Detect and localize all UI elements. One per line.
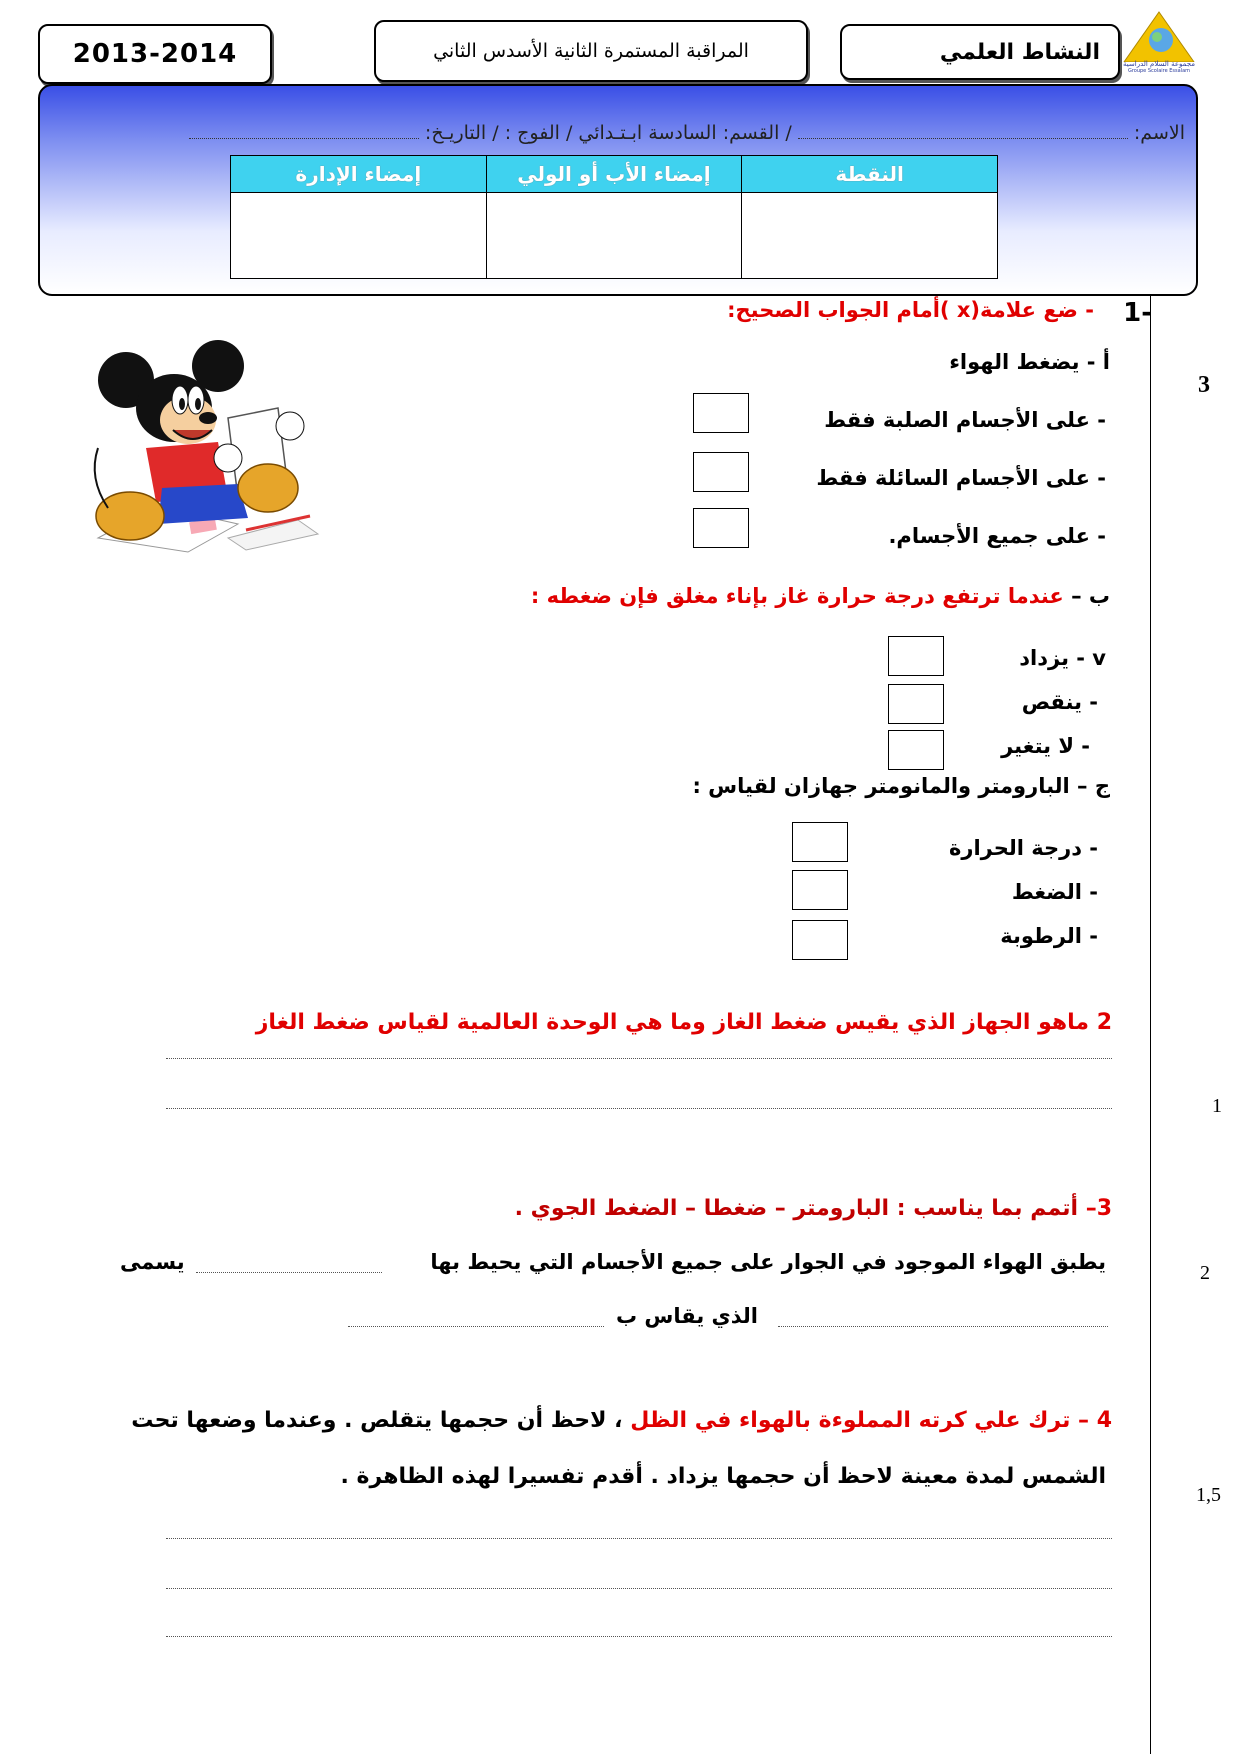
subject-box: [840, 24, 1120, 80]
q1-b-option-3: - لا يتغير: [1001, 734, 1090, 758]
name-label: الاسم:: [1133, 122, 1185, 144]
q1-b-checkbox-1[interactable]: [888, 636, 944, 676]
date-field[interactable]: [189, 138, 419, 139]
q1-b-option-1: v - يزداد: [1019, 646, 1106, 670]
q4-answer-line-2[interactable]: [166, 1588, 1112, 1589]
info-line: [60, 122, 1185, 150]
q3-line1-end: يسمى: [120, 1250, 185, 1274]
q1-b-option-2: - ينقص: [1021, 690, 1098, 714]
q1-c-checkbox-3[interactable]: [792, 920, 848, 960]
q2-text: ماهو الجهاز الذي يقيس ضغط الغاز وما هي الوحدة العالمية لقياس ضغط الغاز: [255, 1010, 1090, 1035]
mickey-illustration: [78, 338, 336, 558]
parent-signature-cell[interactable]: [486, 193, 742, 279]
q3-blank-2[interactable]: [778, 1326, 1108, 1327]
q4-line2: الشمس لمدة معينة لاحظ أن حجمها يزداد . أقدم تفسيرا لهذه الظاهرة .: [340, 1464, 1106, 1489]
exam-title-box: [374, 20, 808, 82]
q4-answer-line-1[interactable]: [166, 1538, 1112, 1539]
q3-text: أتمم بما يناسب : البارومتر – ضغطا – الضغط الجوي .: [514, 1196, 1079, 1221]
q1-a-checkbox-3[interactable]: [693, 508, 749, 548]
date-label: / التاريـخ:: [424, 122, 499, 144]
q3-number: 3–: [1085, 1196, 1112, 1221]
q1-c-option-3: - الرطوبة: [1000, 924, 1098, 948]
q3-blank-3[interactable]: [348, 1326, 604, 1327]
q1-a-checkbox-2[interactable]: [693, 452, 749, 492]
q1-b-checkbox-2[interactable]: [888, 684, 944, 724]
q2-number: 2: [1096, 1010, 1112, 1035]
q1-c-option-2: - الضغط: [1011, 880, 1098, 904]
q3-line2: الذي يقاس ب: [615, 1304, 758, 1328]
q4-line1: [131, 1408, 1112, 1433]
q1-c-title: ج – البارومتر والمانومتر جهازان لقياس :: [692, 774, 1110, 798]
q1-b-title-line: [531, 584, 1110, 608]
q1-a-title: أ - يضغط الهواء: [949, 350, 1110, 374]
score-header: النقطة: [742, 156, 998, 193]
q2-answer-line-2[interactable]: [166, 1108, 1112, 1109]
year-label: 2013-2014: [72, 39, 238, 69]
q1-a-option-2: - على الأجسام السائلة فقط: [816, 466, 1106, 490]
q1-score: 3: [1198, 372, 1210, 398]
q3-blank-1[interactable]: [196, 1272, 382, 1273]
year-box: [38, 24, 272, 84]
q1-c-checkbox-2[interactable]: [792, 870, 848, 910]
signature-table: [230, 155, 998, 279]
q3-title-line: [515, 1196, 1112, 1221]
exam-title: المراقبة المستمرة الثانية الأسدس الثاني: [433, 40, 749, 62]
q1-a-checkbox-1[interactable]: [693, 393, 749, 433]
q1-c-checkbox-1[interactable]: [792, 822, 848, 862]
q1-number: -1: [1123, 298, 1152, 328]
q3-line1-start: يطبق الهواء الموجود في الجوار على جميع الأجسام التي يحيط بها: [430, 1250, 1106, 1274]
q1-b-title: عندما ترتفع درجة حرارة غاز بإناء مغلق فإن ضغطه :: [530, 584, 1064, 608]
q4-score: 1,5: [1196, 1484, 1221, 1506]
q4-answer-line-3[interactable]: [166, 1636, 1112, 1637]
score-cell[interactable]: [742, 193, 998, 279]
school-logo: [1120, 10, 1198, 74]
group-label: / الفوج :: [504, 122, 573, 144]
logo-text: مجموعة السلام الدراسية: [1123, 60, 1195, 68]
q4-number: 4 –: [1078, 1408, 1112, 1433]
margin-line: [1150, 296, 1151, 1754]
q2-score: 1: [1212, 1095, 1222, 1117]
q2-answer-line-1[interactable]: [166, 1058, 1112, 1059]
subject-title: النشاط العلمي: [939, 39, 1100, 65]
q4-text-rest: ، لاحظ أن حجمها يتقلص . وعندما وضعها تحت: [131, 1408, 623, 1433]
q3-score: 2: [1200, 1262, 1210, 1284]
parent-signature-header: إمضاء الأب أو الولي: [486, 156, 742, 193]
q2-line: [256, 1010, 1112, 1035]
q1-c-option-1: - درجة الحرارة: [948, 836, 1098, 860]
q1-b-checkbox-3[interactable]: [888, 730, 944, 770]
q1-b-prefix: ب –: [1071, 584, 1110, 608]
q4-text-red: ترك علي كرته المملوءة بالهواء في الظل: [630, 1408, 1071, 1433]
admin-signature-header: إمضاء الإدارة: [231, 156, 487, 193]
q1-instruction: - ضع علامة(x )أمام الجواب الصحيح:: [727, 298, 1094, 322]
logo-subtext: Groupe Scolaire Essalam: [1127, 68, 1191, 74]
admin-signature-cell[interactable]: [231, 193, 487, 279]
name-field[interactable]: [798, 138, 1128, 139]
q1-a-option-1: - على الأجسام الصلبة فقط: [824, 408, 1106, 432]
section-label: / القسم:: [722, 122, 792, 144]
q1-a-option-3: - على جميع الأجسام.: [888, 524, 1106, 548]
level-text: السادسة ابـتـدائي: [578, 122, 717, 144]
